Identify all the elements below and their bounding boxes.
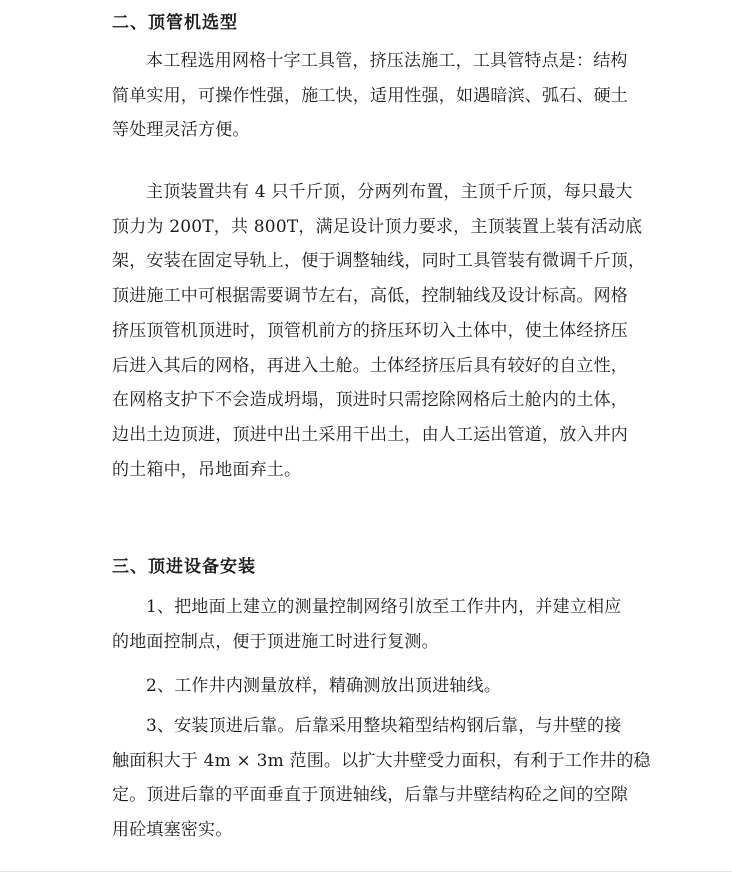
text-line: 主顶装置共有 4 只千斤顶，分两列布置，主顶千斤顶，每只最大 <box>146 182 633 202</box>
text-line: 的土箱中，吊地面弃土。 <box>112 459 302 480</box>
text-line: 等处理灵活方便。 <box>112 120 250 141</box>
text-line: 边出土边顶进，顶进中出土采用干出土，由人工运出管道，放入井内 <box>112 424 628 445</box>
text-line: 挤压顶管机顶进时，顶管机前方的挤压环切入土体中，使土体经挤压 <box>112 320 628 341</box>
paragraph-item-3 <box>112 709 668 848</box>
text-line: 架，安装在固定导轨上，便于调整轴线，同时工具管装有微调千斤顶， <box>112 251 646 272</box>
text-line: 触面积大于 4m × 3m 范围。以扩大井壁受力面积，有利于工作井的稳 <box>112 750 651 771</box>
text-line: 在网格支护下不会造成坍塌，顶进时只需挖除网格后土舱内的土体， <box>112 390 628 411</box>
section-heading-3: 三、顶进设备安装 <box>112 557 256 577</box>
text-line: 3、安装顶进后靠。后靠采用整块箱型结构钢后靠，与井壁的接 <box>146 716 622 736</box>
text-line: 顶力为 200T，共 800T，满足设计顶力要求，主顶装置上装有活动底 <box>112 216 643 237</box>
text-line: 的地面控制点，便于顶进施工时进行复测。 <box>112 631 439 652</box>
paragraph-item-1 <box>112 590 668 659</box>
text-line: 用砼填塞密实。 <box>112 820 233 841</box>
page-bottom-divider <box>0 871 732 872</box>
paragraph-main-jack <box>112 175 668 487</box>
text-line: 1、把地面上建立的测量控制网络引放至工作井内，并建立相应 <box>146 597 622 617</box>
text-line: 定。顶进后靠的平面垂直于顶进轴线，后靠与井壁结构砼之间的空隙 <box>112 785 628 806</box>
text-line: 简单实用，可操作性强，施工快，适用性强，如遇暗滨、弧石、硬土 <box>112 85 628 106</box>
section-heading-2: 二、顶管机选型 <box>112 13 238 33</box>
paragraph-tool-pipe <box>112 44 668 148</box>
text-line: 后进入其后的网格，再进入土舱。土体经挤压后具有较好的自立性， <box>112 355 628 376</box>
text-line: 2、工作井内测量放样，精确测放出顶进轴线。 <box>146 676 502 696</box>
text-line: 本工程选用网格十字工具管，挤压法施工，工具管特点是：结构 <box>146 51 628 71</box>
text-line: 顶进施工中可根据需要调节左右，高低，控制轴线及设计标高。网格 <box>112 286 628 307</box>
paragraph-item-2 <box>112 669 668 704</box>
